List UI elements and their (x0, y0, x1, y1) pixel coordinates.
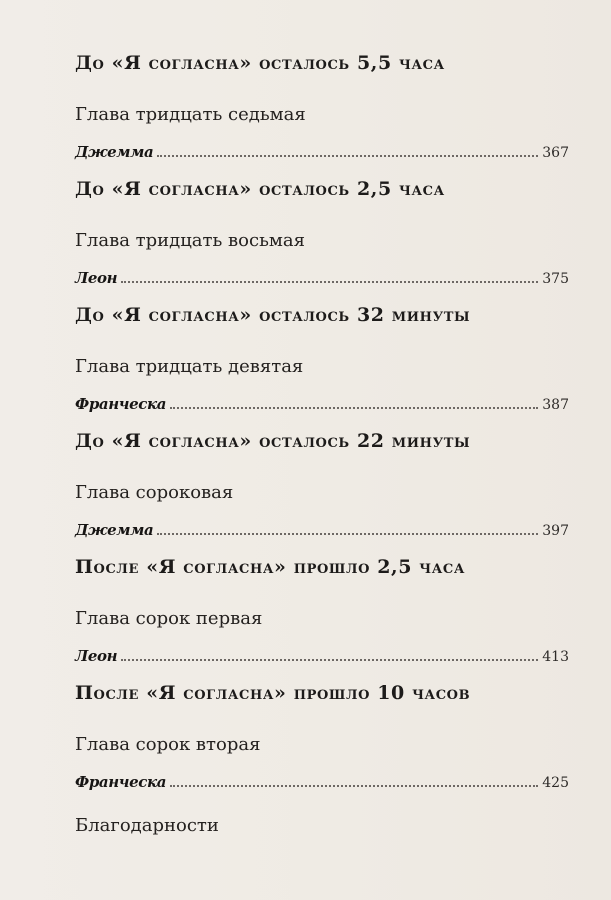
toc-entry (75, 136, 569, 160)
page-number: 367 (542, 145, 569, 161)
section-title: До «Я согласна» осталось 5,5 часа (75, 52, 445, 74)
toc-section (75, 682, 575, 808)
dot-leader (121, 659, 538, 661)
narrator-name: Франческа (75, 395, 167, 413)
chapter-title: Глава сорок вторая (75, 734, 261, 755)
chapter-title: Глава сорок первая (75, 608, 263, 629)
toc-section (75, 430, 575, 556)
toc-entry (75, 766, 569, 790)
dot-leader (121, 281, 538, 283)
dot-leader (157, 533, 538, 535)
narrator-name: Леон (75, 269, 118, 287)
page-number: 397 (542, 523, 569, 539)
toc-entry (75, 262, 569, 286)
toc-entry (75, 388, 569, 412)
chapter-title: Глава тридцать девятая (75, 356, 304, 377)
narrator-name: Франческа (75, 773, 167, 791)
chapter-title: Глава тридцать седьмая (75, 104, 306, 125)
page-number: 425 (542, 775, 569, 791)
section-title: До «Я согласна» осталось 32 минуты (75, 304, 471, 326)
page-number: 413 (542, 649, 569, 665)
toc-section (75, 304, 575, 430)
narrator-name: Леон (75, 647, 118, 665)
dot-leader (170, 407, 538, 409)
toc-entry (75, 514, 569, 538)
chapter-title: Глава сороковая (75, 482, 234, 503)
toc-section (75, 556, 575, 682)
narrator-name: Джемма (75, 143, 154, 161)
section-title: До «Я согласна» осталось 22 минуты (75, 430, 471, 452)
narrator-name: Джемма (75, 521, 154, 539)
page-number: 375 (542, 271, 569, 287)
toc-section (75, 178, 575, 304)
page-number: 387 (542, 397, 569, 413)
section-title: После «Я согласна» прошло 2,5 часа (75, 556, 466, 578)
acknowledgements-entry: Благодарности (75, 815, 219, 836)
table-of-contents (75, 52, 575, 808)
dot-leader (170, 785, 538, 787)
toc-section (75, 52, 575, 178)
section-title: После «Я согласна» прошло 10 часов (75, 682, 471, 704)
dot-leader (157, 155, 538, 157)
chapter-title: Глава тридцать восьмая (75, 230, 305, 251)
section-title: До «Я согласна» осталось 2,5 часа (75, 178, 445, 200)
toc-entry (75, 640, 569, 664)
